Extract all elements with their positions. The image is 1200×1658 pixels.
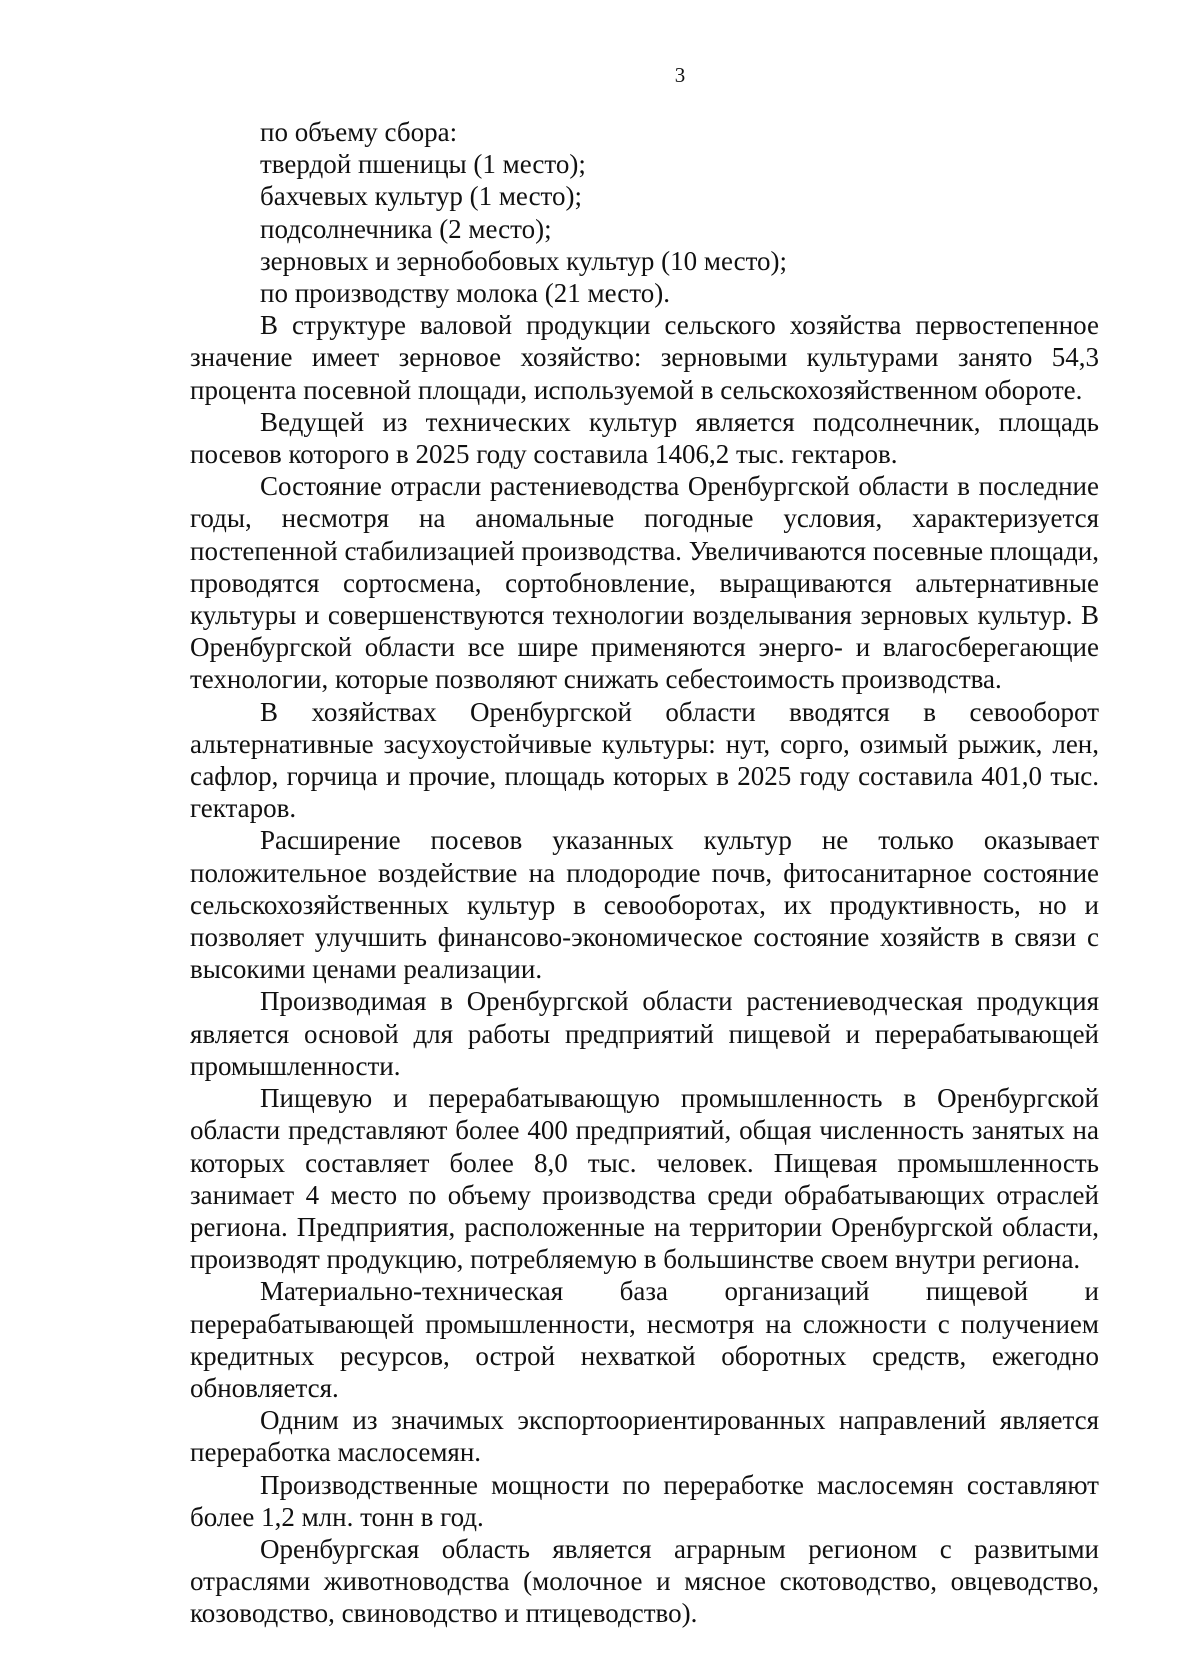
list-line-durum-wheat: твердой пшеницы (1 место); bbox=[260, 149, 586, 180]
paragraph-alternative-crops: В хозяйствах Оренбургской области вводятся в севооборот альтернативные засухоустойчивые культуры: нут, сорго, озимый рыжик, лен, сафлор, горчица и прочие, площадь которых в 2025 году составила 401,0 тыс. гектаров. bbox=[190, 696, 1099, 824]
paragraph-food-industry: Пищевую и перерабатывающую промышленность в Оренбургской области представляют более 400 предприятий, общая численность занятых на которых составляет более 8,0 тыс. человек. Пищевая промышленность занимает 4 место по объему производства среди обрабатывающих отраслей региона. Предприятия, расположенные на территории Оренбургской области, производят продукцию, потребляемую в большинстве своем внутри региона. bbox=[190, 1083, 1099, 1275]
list-line-harvest-volume: по объему сбора: bbox=[260, 117, 458, 147]
list-line-melons: бахчевых культур (1 место); bbox=[260, 181, 582, 212]
document-body bbox=[190, 116, 1099, 1630]
paragraph-oilseed-capacity: Производственные мощности по переработке маслосемян составляют более 1,2 млн. тонн в год. bbox=[190, 1469, 1099, 1532]
list-line-sunflower: подсолнечника (2 место); bbox=[260, 213, 552, 244]
list-line-milk-production: по производству молока (21 место). bbox=[260, 278, 670, 309]
paragraph-crop-industry-state: Состояние отрасли растениеводства Оренбургской области в последние годы, несмотря на аномальные погодные условия, характеризуется постепенной стабилизацией производства. Увеличиваются посевные площади, проводятся сортосмена, сортобновление, выращиваются альтернативные культуры и совершенствуются технологии возделывания зерновых культур. В Оренбургской области все шире применяются энерго- и влагосберегающие технологии, которые позволяют снижать себестоимость производства. bbox=[190, 471, 1099, 695]
paragraph-livestock: Оренбургская область является аграрным регионом с развитыми отраслями животноводства (молочное и мясное скотоводство, овцеводство, козоводство, свиноводство и птицеводство). bbox=[190, 1533, 1099, 1629]
paragraph-export-direction: Одним из значимых экспортоориентированных направлений является переработка маслосемян. bbox=[190, 1405, 1099, 1468]
paragraph-processing-basis: Производимая в Оренбургской области растениеводческая продукция является основой для работы предприятий пищевой и перерабатывающей промышленности. bbox=[190, 986, 1099, 1081]
paragraph-grain-farming: В структуре валовой продукции сельского хозяйства первостепенное значение имеет зерновое хозяйство: зерновыми культурами занято 54,3 процента посевной площади, используемой в сельскохозяйственном обороте. bbox=[190, 310, 1099, 405]
page-number: 3 bbox=[674, 63, 686, 87]
list-line-grain-legumes: зерновых и зернобобовых культур (10 место); bbox=[260, 245, 788, 276]
paragraph-crop-expansion-effects: Расширение посевов указанных культур не только оказывает положительное воздействие на плодородие почв, фитосанитарное состояние сельскохозяйственных культур в севооборотах, их продуктивность, но и позволяет улучшить финансово-экономическое состояние хозяйств в связи с высокими ценами реализации. bbox=[190, 825, 1099, 985]
paragraph-sunflower-area: Ведущей из технических культур является подсолнечник, площадь посевов которого в 2025 году составила 1406,2 тыс. гектаров. bbox=[190, 406, 1099, 470]
paragraph-material-base: Материально-техническая база организаций пищевой и перерабатывающей промышленности, несмотря на сложности с получением кредитных ресурсов, острой нехваткой оборотных средств, ежегодно обновляется. bbox=[190, 1276, 1099, 1403]
